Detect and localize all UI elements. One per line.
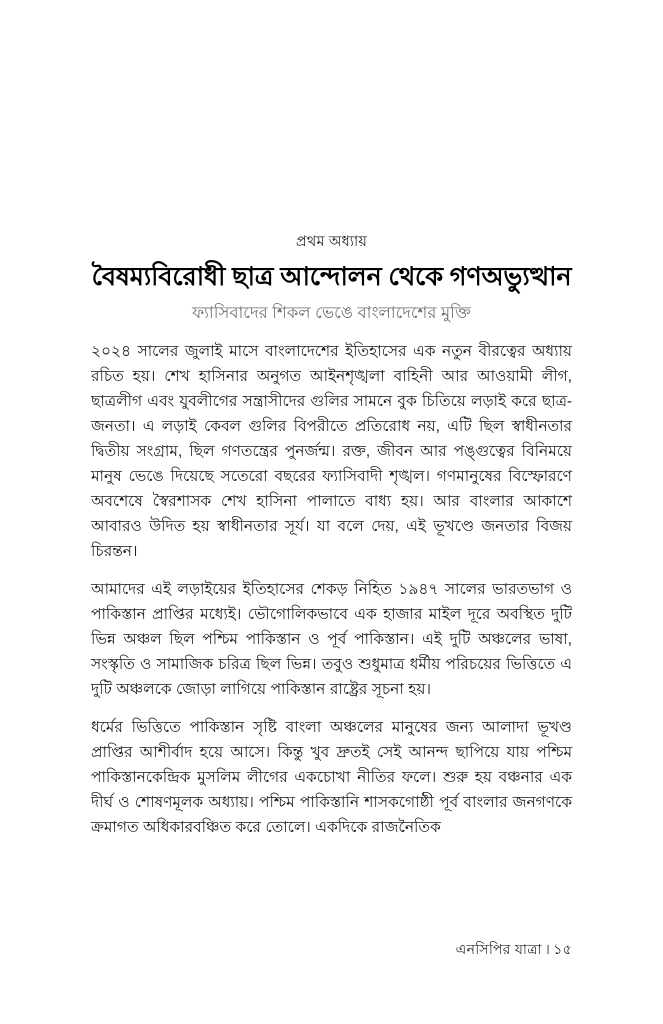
page-content xyxy=(91,232,572,840)
body-paragraph-2: আমাদের এই লড়াইয়ের ইতিহাসের শেকড় নিহিত ১৯৪৭ সালের ভারতভাগ ও পাকিস্তান প্রাপ্তির মধ্যেই। ভৌগোলিকভাবে এক হাজার মাইল দূরে অবস্থিত দুটি ভিন্ন অঞ্চল ছিল পশ্চিম পাকিস্তান ও পূর্ব পাকিস্তান। এই দুটি অঞ্চলের ভাষা, সংস্কৃতি ও সামাজিক চরিত্র ছিল ভিন্ন। তবুও শুধুমাত্র ধর্মীয় পরিচয়ের ভিত্তিতে এ দুটি অঞ্চলকে জোড়া লাগিয়ে পাকিস্তান রাষ্ট্রের সূচনা হয়। xyxy=(91,580,572,698)
body-paragraph-3: ধর্মের ভিত্তিতে পাকিস্তান সৃষ্টি বাংলা অঞ্চলের মানুষের জন্য আলাদা ভূখণ্ড প্রাপ্তির আশীর্বাদ হয়ে আসে। কিন্তু খুব দ্রুতই সেই আনন্দ ছাপিয়ে যায় পশ্চিম পাকিস্তানকেন্দ্রিক মুসলিম লীগের একচোখা নীতির ফলে। শুরু হয় বঞ্চনার এক দীর্ঘ ও শোষণমূলক অধ্যায়। পশ্চিম পাকিস্তানি শাসকগোষ্ঠী পূর্ব বাংলার জনগণকে ক্রমাগত অধিকারবঞ্চিত করে তোলে। একদিকে রাজনৈতিক xyxy=(91,718,572,836)
body-paragraph-1: ২০২৪ সালের জুলাই মাসে বাংলাদেশের ইতিহাসের এক নতুন বীরত্বের অধ্যায় রচিত হয়। শেখ হাসিনার অনুগত আইনশৃঙ্খলা বাহিনী আর আওয়ামী লীগ, ছাত্রলীগ এবং যুবলীগের সন্ত্রাসীদের গুলির সামনে বুক চিতিয়ে লড়াই করে ছাত্র-জনতা। এ লড়াই কেবল গুলির বিপরীতে প্রতিরোধ নয়, এটি ছিল স্বাধীনতার দ্বিতীয় সংগ্রাম, ছিল গণতন্ত্রের পুনর্জন্ম। রক্ত, জীবন আর পঙ্গুত্বের বিনিময়ে মানুষ ভেঙে দিয়েছে সতেরো বছরের ফ্যাসিবাদী শৃঙ্খল। গণমানুষের বিস্ফোরণে অবশেষে স্বৈরশাসক শেখ হাসিনা পালাতে বাধ্য হয়। আর বাংলার আকাশে আবারও উদিত হয় স্বাধীনতার সূর্য। যা বলে দেয়, এই ভূখণ্ডে জনতার বিজয় চিরন্তন। xyxy=(91,342,572,560)
footer-page-number: ১৫ xyxy=(553,941,572,957)
page-footer xyxy=(91,938,572,962)
chapter-label: প্রথম অধ্যায় xyxy=(295,234,368,250)
chapter-subtitle: ফ্যাসিবাদের শিকল ভেঙে বাংলাদেশের মুক্তি xyxy=(192,304,471,323)
footer-book-title: এনসিপির যাত্রা xyxy=(455,941,542,957)
chapter-title: বৈষম্যবিরোধী ছাত্র আন্দোলন থেকে গণঅভ্যুত্থান xyxy=(91,262,572,291)
footer-separator: । xyxy=(544,941,551,957)
